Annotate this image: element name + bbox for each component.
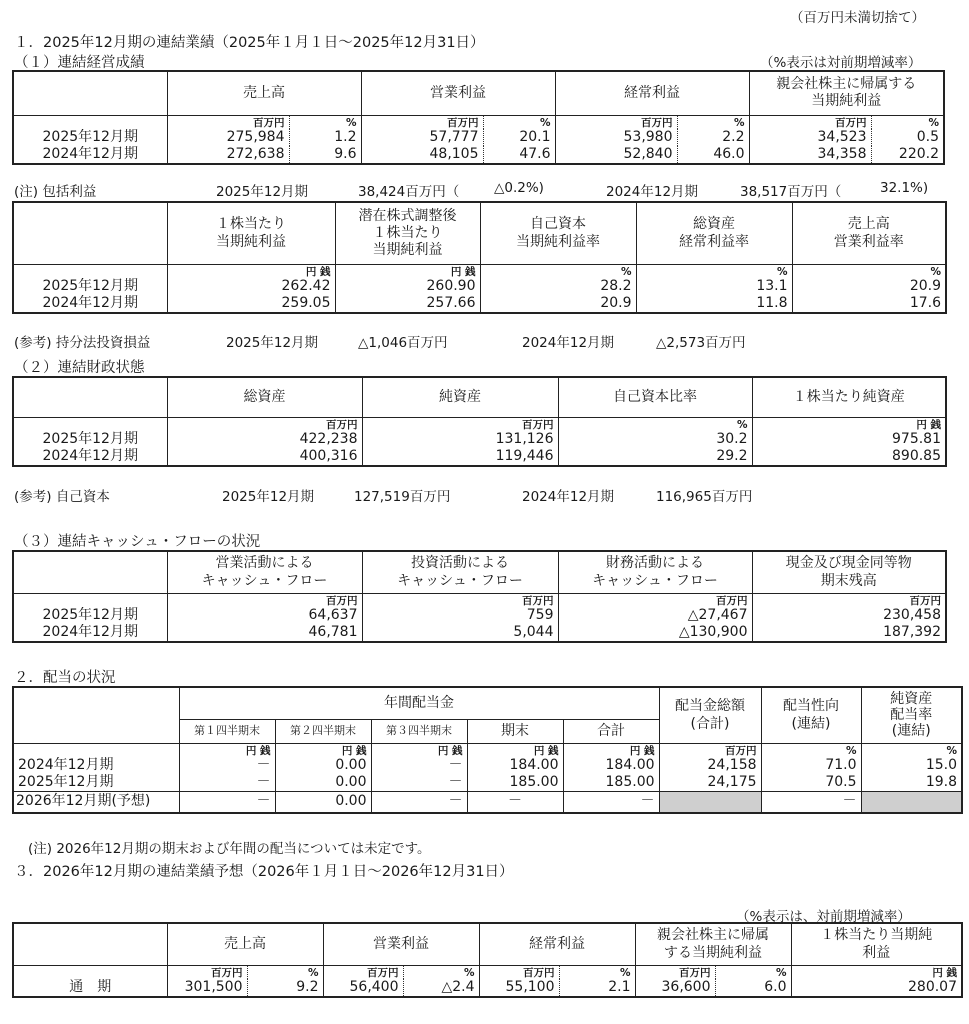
- header-cash-balance: 現金及び現金同等物 期末残高: [752, 551, 946, 593]
- value-cell: －: [563, 791, 659, 813]
- unit-cell: 百万円: [167, 965, 247, 979]
- comprehensive-income-change-2: 32.1%): [880, 180, 929, 196]
- header-q1: 第１四半期末: [179, 719, 275, 743]
- corner-cell: [13, 377, 167, 417]
- header-eps: １株当たり 当期純利益: [167, 202, 335, 264]
- percent-change-note: （%表示は対前期増減率）: [760, 55, 922, 71]
- table-row: [13, 757, 962, 774]
- table-row: [13, 979, 962, 997]
- value-cell: 280.07: [791, 979, 962, 997]
- dividend-note: (注) 2026年12月期の期末および年間の配当については未定です。: [28, 841, 431, 857]
- table-row: [13, 624, 946, 642]
- header-q3: 第３四半期末: [371, 719, 467, 743]
- value-cell: 6.0: [715, 979, 791, 997]
- value-cell: 48,105: [361, 146, 483, 164]
- per-share-table: [12, 201, 947, 314]
- unit-cell: 円 銭: [791, 965, 962, 979]
- value-cell: 34,523: [749, 129, 871, 146]
- value-cell: 975.81: [752, 431, 946, 448]
- equity-method-period-2: 2024年12月期: [522, 335, 615, 351]
- unit-cell: 円 銭: [371, 743, 467, 757]
- dividends-table: [12, 686, 963, 814]
- unit-cell: %: [715, 965, 791, 979]
- header-equity-ratio: 自己資本比率: [558, 377, 752, 417]
- value-cell: 259.05: [167, 295, 335, 313]
- header-annual-dividend: 年間配当金: [179, 687, 659, 719]
- percent-change-note-2: （%表示は、対前期増減率）: [736, 909, 911, 925]
- table-row: [13, 146, 944, 164]
- value-cell: 301,500: [167, 979, 247, 997]
- row-label: 2024年12月期: [13, 757, 179, 774]
- financial-position-table: [12, 376, 947, 467]
- comprehensive-income-period-1: 2025年12月期: [216, 184, 309, 200]
- cash-flow-table: [12, 550, 947, 643]
- unit-cell: 円 銭: [275, 743, 371, 757]
- header-investing-cf: 投資活動による キャッシュ・フロー: [362, 551, 558, 593]
- header-financing-cf: 財務活動による キャッシュ・フロー: [558, 551, 752, 593]
- value-cell: 230,458: [752, 607, 946, 624]
- unit-cell: 百万円: [752, 593, 946, 607]
- value-cell: －: [761, 791, 861, 813]
- value-cell: 17.6: [792, 295, 946, 313]
- unit-cell: %: [861, 743, 962, 757]
- value-cell: 257.66: [335, 295, 480, 313]
- unit-cell: %: [559, 965, 635, 979]
- value-cell: 71.0: [761, 757, 861, 774]
- value-cell: 34,358: [749, 146, 871, 164]
- unit-cell: 百万円: [167, 417, 362, 431]
- value-cell: 36,600: [635, 979, 715, 997]
- row-label: 2024年12月期: [13, 146, 167, 164]
- row-label: 2025年12月期: [13, 129, 167, 146]
- value-cell: 260.90: [335, 278, 480, 295]
- value-cell: 20.9: [480, 295, 636, 313]
- unit-cell: %: [792, 264, 946, 278]
- value-cell: 890.85: [752, 448, 946, 466]
- value-cell: 119,446: [362, 448, 558, 466]
- value-cell: 46.0: [677, 146, 749, 164]
- value-cell: [861, 791, 962, 813]
- value-cell: 5,044: [362, 624, 558, 642]
- equity-method-value-1: △1,046百万円: [358, 335, 448, 351]
- section-1-2-title: （２）連結財政状態: [14, 360, 145, 376]
- value-cell: 20.9: [792, 278, 946, 295]
- value-cell: 185.00: [467, 774, 563, 792]
- unit-cell: %: [483, 115, 555, 129]
- value-cell: 187,392: [752, 624, 946, 642]
- corner-cell: [13, 71, 167, 115]
- value-cell: 185.00: [563, 774, 659, 792]
- value-cell: 57,777: [361, 129, 483, 146]
- row-label: 2025年12月期: [13, 278, 167, 295]
- unit-cell: %: [480, 264, 636, 278]
- value-cell: 20.1: [483, 129, 555, 146]
- unit-cell: 百万円: [167, 593, 362, 607]
- header-operating-cf: 営業活動による キャッシュ・フロー: [167, 551, 362, 593]
- value-cell: 0.00: [275, 791, 371, 813]
- self-capital-period-2: 2024年12月期: [522, 489, 615, 505]
- section-1-3-title: （３）連結キャッシュ・フローの状況: [14, 534, 261, 550]
- value-cell: －: [179, 774, 275, 792]
- value-cell: 759: [362, 607, 558, 624]
- self-capital-label: (参考) 自己資本: [14, 489, 110, 505]
- value-cell: 2.2: [677, 129, 749, 146]
- row-label: 2025年12月期: [13, 774, 179, 792]
- table-row: [13, 791, 962, 813]
- value-cell: 24,158: [659, 757, 761, 774]
- header-total-assets: 総資産: [167, 377, 362, 417]
- value-cell: 184.00: [563, 757, 659, 774]
- header-operating-profit: 営業利益: [323, 923, 479, 965]
- header-net-income: 親会社株主に帰属 する当期純利益: [635, 923, 791, 965]
- value-cell: 64,637: [167, 607, 362, 624]
- equity-method-period-1: 2025年12月期: [226, 335, 319, 351]
- value-cell: 24,175: [659, 774, 761, 792]
- unit-cell: %: [677, 115, 749, 129]
- value-cell: 275,984: [167, 129, 289, 146]
- section-1-title: １．2025年12月期の連結業績（2025年１月１日～2025年12月31日）: [14, 35, 485, 51]
- header-net-income: 親会社株主に帰属する 当期純利益: [749, 71, 944, 115]
- value-cell: 0.00: [275, 757, 371, 774]
- header-net-sales: 売上高: [167, 71, 361, 115]
- value-cell: 422,238: [167, 431, 362, 448]
- section-3-title: ３．2026年12月期の連結業績予想（2026年１月１日～2026年12月31日）: [14, 864, 514, 880]
- value-cell: 0.5: [871, 129, 944, 146]
- unit-cell: 百万円: [167, 115, 289, 129]
- row-label: 2024年12月期: [13, 448, 167, 466]
- unit-cell: %: [289, 115, 361, 129]
- unit-cell: %: [761, 743, 861, 757]
- comprehensive-income-change-1: △0.2%): [494, 180, 544, 196]
- unit-cell: 百万円: [361, 115, 483, 129]
- unit-cell: 百万円: [635, 965, 715, 979]
- value-cell: －: [371, 774, 467, 792]
- unit-cell: 百万円: [362, 417, 558, 431]
- value-cell: 220.2: [871, 146, 944, 164]
- value-cell: 272,638: [167, 146, 289, 164]
- equity-method-label: (参考) 持分法投資損益: [14, 335, 151, 351]
- section-1-1-title: （１）連結経営成績: [14, 55, 145, 71]
- unit-cell: %: [871, 115, 944, 129]
- header-total-dividend: 配当金総額 (合計): [659, 687, 761, 743]
- table-row: [13, 278, 946, 295]
- unit-cell: 円 銭: [752, 417, 946, 431]
- header-ordinary-profit: 経常利益: [555, 71, 749, 115]
- value-cell: －: [179, 791, 275, 813]
- header-net-sales: 売上高: [167, 923, 323, 965]
- corner-cell: [13, 551, 167, 593]
- table-row: [13, 448, 946, 466]
- header-year-end: 期末: [467, 719, 563, 743]
- rounding-note: （百万円未満切捨て）: [790, 10, 925, 26]
- value-cell: △2.4: [403, 979, 479, 997]
- header-bps: １株当たり純資産: [752, 377, 946, 417]
- unit-cell: 百万円: [749, 115, 871, 129]
- header-q2: 第２四半期末: [275, 719, 371, 743]
- comprehensive-income-value-1: 38,424百万円（: [358, 184, 460, 200]
- value-cell: 9.2: [247, 979, 323, 997]
- value-cell: △27,467: [558, 607, 752, 624]
- value-cell: 11.8: [636, 295, 792, 313]
- value-cell: 56,400: [323, 979, 403, 997]
- comprehensive-income-period-2: 2024年12月期: [606, 184, 699, 200]
- row-label: 2025年12月期: [13, 607, 167, 624]
- unit-cell: 百万円: [479, 965, 559, 979]
- section-2-title: ２．配当の状況: [14, 670, 116, 686]
- header-eps: １株当たり当期純 利益: [791, 923, 962, 965]
- value-cell: －: [179, 757, 275, 774]
- unit-cell: 百万円: [362, 593, 558, 607]
- comprehensive-income-label: (注) 包括利益: [14, 184, 97, 200]
- value-cell: －: [467, 791, 563, 813]
- value-cell: 13.1: [636, 278, 792, 295]
- value-cell: 29.2: [558, 448, 752, 466]
- unit-cell: %: [636, 264, 792, 278]
- header-operating-profit: 営業利益: [361, 71, 555, 115]
- operating-results-table: [12, 70, 945, 165]
- row-label: 2024年12月期: [13, 624, 167, 642]
- row-label: 2026年12月期(予想): [13, 791, 179, 813]
- table-row: [13, 607, 946, 624]
- unit-cell: 百万円: [659, 743, 761, 757]
- unit-cell: %: [403, 965, 479, 979]
- header-roe: 自己資本 当期純利益率: [480, 202, 636, 264]
- value-cell: 47.6: [483, 146, 555, 164]
- forecast-table: [12, 922, 963, 998]
- value-cell: △130,900: [558, 624, 752, 642]
- table-row: [13, 295, 946, 313]
- value-cell: 184.00: [467, 757, 563, 774]
- row-label: 2024年12月期: [13, 295, 167, 313]
- value-cell: 15.0: [861, 757, 962, 774]
- unit-cell: 百万円: [555, 115, 677, 129]
- header-doe: 純資産 配当率 (連結): [861, 687, 962, 743]
- header-ordinary-profit: 経常利益: [479, 923, 635, 965]
- unit-cell: %: [558, 417, 752, 431]
- unit-cell: 円 銭: [467, 743, 563, 757]
- value-cell: 2.1: [559, 979, 635, 997]
- value-cell: 0.00: [275, 774, 371, 792]
- table-row: [13, 129, 944, 146]
- value-cell: 70.5: [761, 774, 861, 792]
- value-cell: 28.2: [480, 278, 636, 295]
- corner-cell: [13, 687, 179, 743]
- table-row: [13, 774, 962, 792]
- value-cell: 400,316: [167, 448, 362, 466]
- corner-cell: [13, 202, 167, 264]
- unit-cell: 百万円: [558, 593, 752, 607]
- value-cell: 131,126: [362, 431, 558, 448]
- value-cell: [659, 791, 761, 813]
- unit-cell: 円 銭: [167, 264, 335, 278]
- value-cell: 53,980: [555, 129, 677, 146]
- row-label: 通 期: [13, 979, 167, 997]
- unit-cell: 円 銭: [335, 264, 480, 278]
- value-cell: 19.8: [861, 774, 962, 792]
- self-capital-period-1: 2025年12月期: [222, 489, 315, 505]
- header-total: 合計: [563, 719, 659, 743]
- value-cell: 55,100: [479, 979, 559, 997]
- row-label: 2025年12月期: [13, 431, 167, 448]
- value-cell: 30.2: [558, 431, 752, 448]
- value-cell: －: [371, 791, 467, 813]
- self-capital-value-1: 127,519百万円: [354, 489, 451, 505]
- header-operating-margin: 売上高 営業利益率: [792, 202, 946, 264]
- value-cell: －: [371, 757, 467, 774]
- header-net-assets: 純資産: [362, 377, 558, 417]
- unit-cell: %: [247, 965, 323, 979]
- table-row: [13, 431, 946, 448]
- header-roa: 総資産 経常利益率: [636, 202, 792, 264]
- unit-cell: 円 銭: [563, 743, 659, 757]
- unit-cell: 百万円: [323, 965, 403, 979]
- value-cell: 1.2: [289, 129, 361, 146]
- self-capital-value-2: 116,965百万円: [656, 489, 753, 505]
- value-cell: 262.42: [167, 278, 335, 295]
- comprehensive-income-value-2: 38,517百万円（: [740, 184, 842, 200]
- equity-method-value-2: △2,573百万円: [656, 335, 746, 351]
- value-cell: 46,781: [167, 624, 362, 642]
- value-cell: 52,840: [555, 146, 677, 164]
- header-payout-ratio: 配当性向 (連結): [761, 687, 861, 743]
- value-cell: 9.6: [289, 146, 361, 164]
- corner-cell: [13, 923, 167, 965]
- header-diluted-eps: 潜在株式調整後 １株当たり 当期純利益: [335, 202, 480, 264]
- unit-cell: 円 銭: [179, 743, 275, 757]
